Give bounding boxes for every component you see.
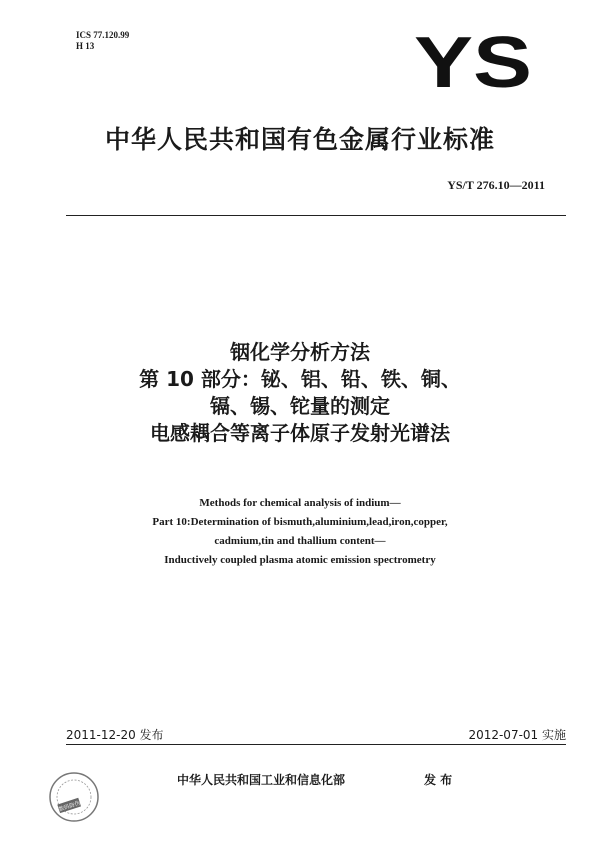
ics-code: ICS 77.120.99 xyxy=(76,30,130,40)
ys-logo-text: YS xyxy=(414,31,532,91)
classification-codes xyxy=(76,30,129,52)
ys-logo xyxy=(413,31,533,91)
implementation-date: 2012-07-01 实施 xyxy=(468,728,566,742)
english-title-line-3: cadmium,tin and thallium content— xyxy=(214,535,386,547)
stamp-text: 数码防伪 xyxy=(58,800,82,814)
issuing-authority: 中华人民共和国工业和信息化部 xyxy=(177,773,346,787)
chinese-title-line-1: 铟化学分析方法 xyxy=(230,340,370,364)
ccs-code: H 13 xyxy=(76,41,95,51)
chinese-title xyxy=(0,339,600,447)
english-title xyxy=(0,494,600,570)
issue-label: 发 布 xyxy=(424,773,453,787)
english-title-line-4: Inductively coupled plasma atomic emission spectrometry xyxy=(164,554,436,566)
issue-date: 2011-12-20 发布 xyxy=(66,728,164,742)
chinese-title-line-3: 镉、锡、铊量的测定 xyxy=(210,394,390,418)
bottom-divider xyxy=(66,744,566,745)
anti-counterfeit-stamp xyxy=(48,771,100,823)
top-divider xyxy=(66,215,566,216)
standard-category-title: 中华人民共和国有色金属行业标准 xyxy=(104,125,495,154)
chinese-title-line-4: 电感耦合等离子体原子发射光谱法 xyxy=(150,421,450,445)
standard-number: YS/T 276.10—2011 xyxy=(447,178,545,192)
chinese-title-line-2: 第 10 部分：铋、铝、铅、铁、铜、 xyxy=(139,367,461,391)
english-title-line-1: Methods for chemical analysis of indium— xyxy=(199,497,401,509)
english-title-line-2: Part 10:Determination of bismuth,aluminium,lead,iron,copper, xyxy=(152,516,448,528)
